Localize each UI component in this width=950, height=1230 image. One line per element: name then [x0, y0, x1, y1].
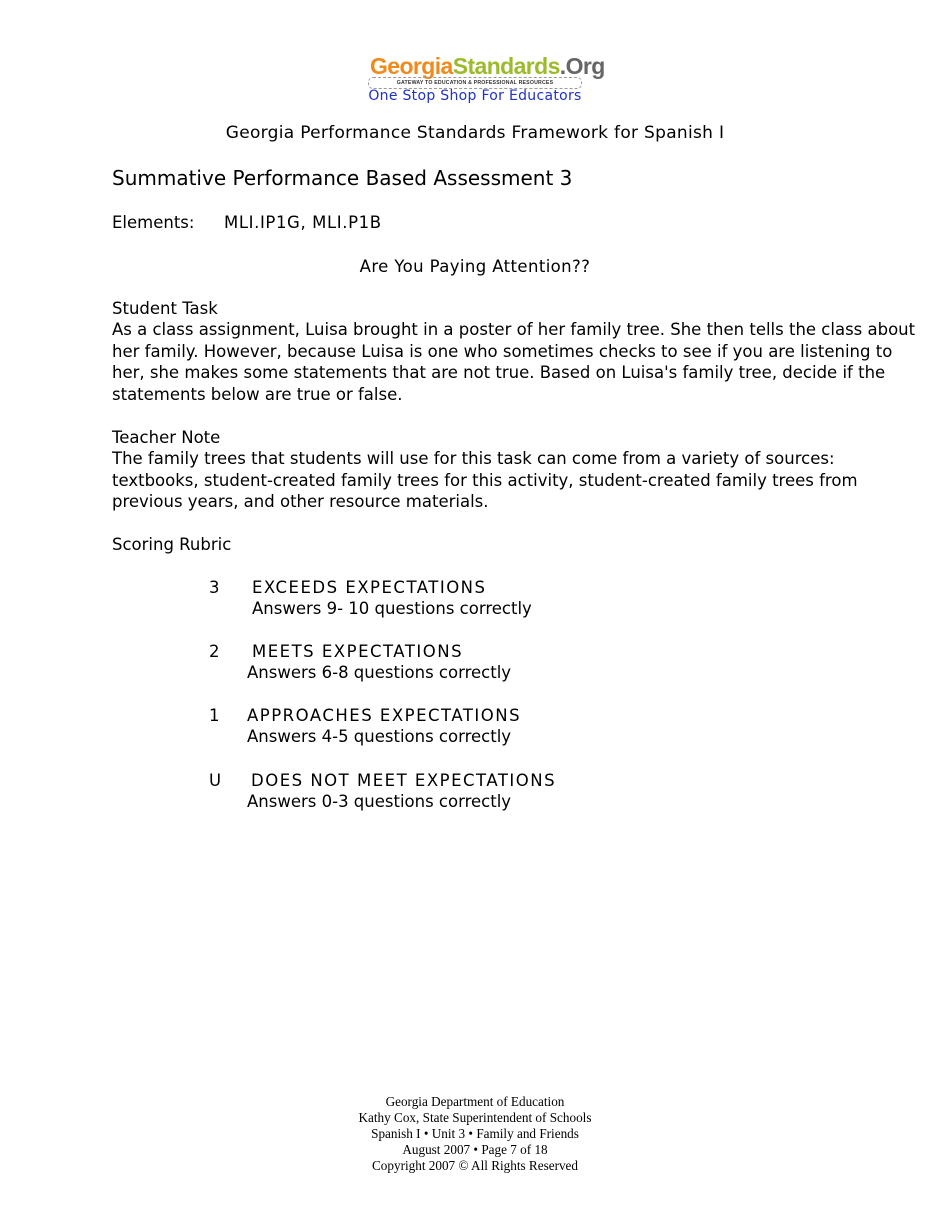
- rubric-score: 1: [209, 706, 220, 725]
- student-task-body: [112, 319, 916, 405]
- student-task-line: statements below are true or false.: [112, 384, 403, 404]
- rubric-score: U: [209, 771, 222, 790]
- footer-line: Kathy Cox, State Superintendent of Schools: [358, 1110, 592, 1125]
- rubric-label: DOES NOT MEET EXPECTATIONS: [251, 771, 557, 790]
- footer-line: Georgia Department of Education: [385, 1094, 565, 1109]
- teacher-note-heading: Teacher Note: [112, 428, 221, 447]
- rubric-description: Answers 0-3 questions correctly: [247, 792, 512, 811]
- teacher-note-body: [112, 448, 858, 513]
- page-title: Summative Performance Based Assessment 3: [112, 166, 573, 190]
- student-task-line: As a class assignment, Luisa brought in a poster of her family tree. She then tells the class about: [112, 320, 916, 339]
- student-task-line: her, she makes some statements that are not true. Based on Luisa's family tree, decide if the: [112, 363, 886, 382]
- rubric-label: APPROACHES EXPECTATIONS: [247, 706, 522, 725]
- rubric-description: Answers 6-8 questions correctly: [247, 663, 512, 682]
- footer-line: Spanish I • Unit 3 • Family and Friends: [371, 1126, 579, 1141]
- logo-wordmark: GeorgiaStandards.Org: [370, 53, 605, 79]
- student-task-heading: Student Task: [112, 299, 218, 318]
- tagline-link[interactable]: One Stop Shop For Educators: [368, 88, 582, 104]
- georgiastandards-logo[interactable]: [368, 53, 605, 91]
- logo-strapline: GATEWAY TO EDUCATION & PROFESSIONAL RESOURCES: [368, 77, 582, 89]
- student-task-line: her family. However, because Luisa is one who sometimes checks to see if you are listening to: [112, 341, 893, 361]
- framework-title: Georgia Performance Standards Framework for Spanish I: [225, 123, 725, 143]
- page-footer: [0, 1094, 950, 1174]
- rubric-label: EXCEEDS EXPECTATIONS: [252, 578, 487, 597]
- elements-label: Elements:: [112, 213, 195, 232]
- footer-line: August 2007 • Page 7 of 18: [402, 1142, 548, 1157]
- rubric-description: Answers 4-5 questions correctly: [247, 727, 512, 746]
- rubric-label: MEETS EXPECTATIONS: [252, 642, 464, 661]
- teacher-note-line: previous years, and other resource materials.: [112, 492, 489, 511]
- rubric-score: 3: [209, 578, 220, 597]
- footer-line: Copyright 2007 © All Rights Reserved: [372, 1158, 578, 1173]
- elements-value: MLI.IP1G, MLI.P1B: [224, 213, 382, 232]
- task-title: Are You Paying Attention??: [359, 257, 591, 276]
- rubric-description: Answers 9- 10 questions correctly: [252, 599, 532, 618]
- teacher-note-line: The family trees that students will use for this task can come from a variety of sources:: [112, 449, 835, 468]
- teacher-note-line: textbooks, student-created family trees for this activity, student-created family trees from: [112, 470, 858, 490]
- scoring-rubric-heading: Scoring Rubric: [112, 535, 232, 554]
- rubric-score: 2: [209, 642, 220, 661]
